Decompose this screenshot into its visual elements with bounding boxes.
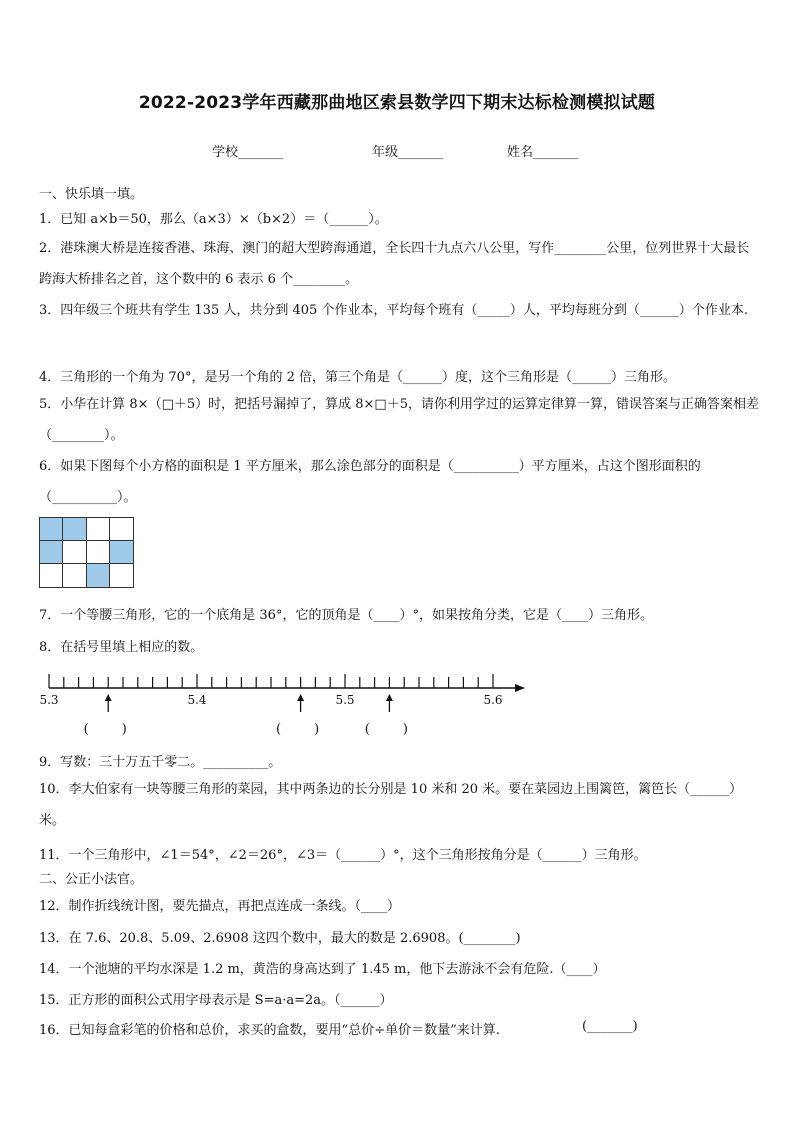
grid-cell — [63, 564, 87, 588]
page-title: 2022-2023学年西藏那曲地区索县数学四下期末达标检测模拟试题 — [138, 93, 656, 113]
up-arrow-icon — [297, 694, 304, 701]
grid-cell — [63, 541, 87, 565]
grid-cell — [87, 517, 111, 541]
up-arrow-icon — [105, 694, 112, 701]
question-12: 12．制作折线统计图，要先描点，再把点连成一条线。（____） — [39, 899, 401, 914]
tick-label: 5.3 — [39, 693, 59, 707]
question-9: 9．写数：三十万五千零二。__________。 — [39, 755, 282, 770]
answer-blank[interactable]: ( ) — [364, 722, 409, 737]
grid-cell — [87, 564, 111, 588]
grid-cell — [110, 564, 134, 588]
tick-label: 5.4 — [187, 693, 207, 707]
section-heading-1: 一、快乐填一填。 — [39, 187, 144, 202]
number-line-arrowhead — [515, 684, 525, 692]
question-13: 13．在 7.6、20.8、5.09、2.6908 这四个数中，最大的数是 2.6908。(________) — [39, 931, 521, 946]
grid-cell — [39, 517, 63, 541]
section-heading-2: 二、公正小法官。 — [39, 872, 144, 887]
grid-cell — [110, 541, 134, 565]
name-field[interactable]: 姓名_______ — [507, 145, 579, 160]
grid-figure — [39, 517, 134, 588]
question-2: 2．港珠澳大桥是连接香港、珠海、澳门的超大型跨海通道，全长四十九点六八公里，写作________公里，位列世界十大最长跨海大桥排名之首，这个数中的 6 表示 6 个________。 — [39, 241, 750, 287]
school-field[interactable]: 学校_______ — [212, 145, 284, 160]
question-3: 3．四年级三个班共有学生 135 人，共分到 405 个作业本，平均每个班有（_____）人，平均每班分到（______）个作业本. — [39, 303, 749, 318]
question-5: 5．小华在计算 8×（□＋5）时，把括号漏掉了，算成 8×□＋5，请你利用学过的运算定律算一算，错误答案与正确答案相差（________）。 — [39, 397, 759, 443]
question-6: 6．如果下图每个小方格的面积是 1 平方厘米，那么涂色部分的面积是（__________）平方厘米，占这个图形面积的（__________）。 — [39, 459, 701, 505]
question-16: 16．已知每盒彩笔的价格和总价，求买的盒数，要用“总价÷单价＝数量”来计算. — [39, 1023, 500, 1038]
grid-cell — [39, 564, 63, 588]
question-10: 10．李大伯家有一块等腰三角形的菜园，其中两条边的长分别是 10 米和 20 米。要在菜园边上围篱笆，篱笆长（______）米。 — [39, 782, 743, 828]
answer-blank[interactable]: ( ) — [83, 722, 127, 737]
number-line — [39, 660, 539, 740]
tick-label: 5.5 — [335, 693, 355, 707]
question-14: 14．一个池塘的平均水深是 1.2 m，黄浩的身高达到了 1.45 m，他下去游泳不会有危险.（____） — [39, 962, 606, 977]
grid-cell — [63, 517, 87, 541]
question-11: 11．一个三角形中，∠1＝54°，∠2＝26°，∠3＝（______）°，这个三角形按角分是（______）三角形。 — [39, 848, 647, 863]
question-1: 1．已知 a×b＝50，那么（a×3）×（b×2）＝（______）。 — [39, 212, 388, 227]
question-8: 8．在括号里填上相应的数。 — [39, 640, 204, 655]
question-7: 7．一个等腰三角形，它的一个底角是 36°，它的顶角是（____）°，如果按角分类，它是（____）三角形。 — [39, 608, 653, 623]
answer-blank[interactable]: ( ) — [275, 722, 320, 737]
tick-label: 5.6 — [483, 693, 503, 707]
question-16-blank[interactable]: (_______) — [582, 1019, 638, 1034]
grid-cell — [110, 517, 134, 541]
grid-cell — [87, 541, 111, 565]
grade-field[interactable]: 年级_______ — [372, 145, 444, 160]
grid-cell — [39, 541, 63, 565]
question-4: 4．三角形的一个角为 70°，是另一个角的 2 倍，第三个角是（______）度，这个三角形是（______）三角形。 — [39, 370, 676, 385]
up-arrow-icon — [386, 694, 393, 701]
question-15: 15．正方形的面积公式用字母表示是 S=a·a=2a。（______） — [39, 993, 393, 1008]
